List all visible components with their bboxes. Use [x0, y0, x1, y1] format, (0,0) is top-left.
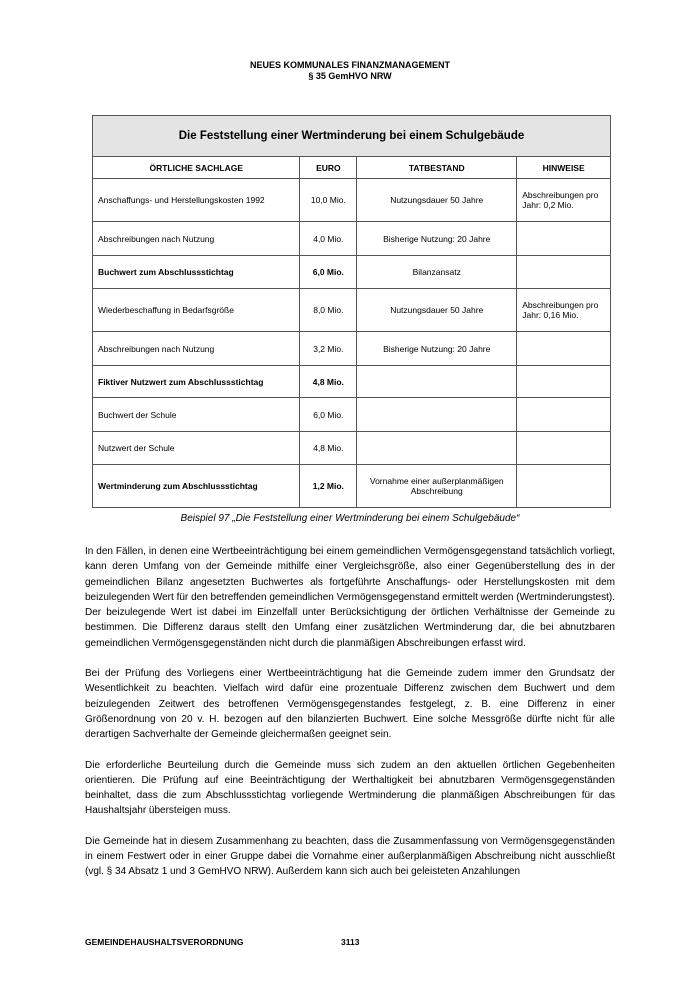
table-row	[93, 465, 611, 508]
cell-hinweis	[517, 222, 611, 256]
cell-euro: 3,2 Mio.	[300, 332, 357, 366]
cell-tatbestand: Nutzungsdauer 50 Jahre	[357, 179, 517, 222]
cell-tatbestand: Bilanzansatz	[357, 256, 517, 289]
table-row	[93, 366, 611, 398]
body-text	[85, 544, 615, 895]
cell-euro: 6,0 Mio.	[300, 256, 357, 289]
cell-sachlage: Buchwert zum Abschlussstichtag	[93, 256, 300, 289]
table-caption: Beispiel 97 „Die Feststellung einer Wertminderung bei einem Schulgebäude“	[180, 513, 520, 524]
cell-euro: 10,0 Mio.	[300, 179, 357, 222]
cell-sachlage: Wertminderung zum Abschlussstichtag	[93, 465, 300, 508]
table-title: Die Feststellung einer Wertminderung bei einem Schulgebäude	[93, 116, 611, 157]
cell-hinweis	[517, 465, 611, 508]
cell-sachlage: Wiederbeschaffung in Bedarfsgröße	[93, 289, 300, 332]
page-number: 3113	[341, 937, 360, 947]
paragraph: Bei der Prüfung des Vorliegens einer Wertbeeinträchtigung hat die Gemeinde zudem immer den Grundsatz der Wesentlichkeit zu beachten. Vielfach wird dafür eine prozentuale Differenz zwischen dem Buchwert und dem beizulegenden Zeitwert des betroffenen Vermögensgegenstandes festgelegt, z. B. eine Differenz in einer Größenordnung von 20 v. H. bezogen auf den bilanzierten Buchwert. Eine solche Messgröße dürfte nicht für alle derartigen Sachverhalte der Gemeinde gleichermaßen geeignet sein.	[85, 668, 615, 741]
table-header-row	[93, 157, 611, 179]
table-row	[93, 432, 611, 465]
table-row	[93, 289, 611, 332]
col-header-sachlage: ÖRTLICHE SACHLAGE	[93, 157, 300, 179]
cell-tatbestand: Nutzungsdauer 50 Jahre	[357, 289, 517, 332]
header-title: NEUES KOMMUNALES FINANZMANAGEMENT	[250, 60, 450, 70]
cell-tatbestand: Bisherige Nutzung: 20 Jahre	[357, 222, 517, 256]
col-header-euro: EURO	[300, 157, 357, 179]
paragraph: In den Fällen, in denen eine Wertbeeinträchtigung bei einem gemeindlichen Vermögensgegenstand tatsächlich vorliegt, kann deren Umfang von der Gemeinde mithilfe einer Vergleichsgröße, also einer Gegenüberstellung des in der gemeindlichen Bilanz angesetzten Buchwertes als fortgeführte Anschaffungs- oder Herstellungskosten mit dem beizulegenden Wert für den betreffenden gemeindlichen Vermögensgegenstand ermittelt werden (Wertminderungstest). Der beizulegende Wert ist dabei im Einzelfall unter Berücksichtigung der örtlichen Verhältnisse der Gemeinde zu bestimmen. Die Differenz daraus stellt den Umfang einer zusätzlichen Wertminderung dar, die bei abnutzbaren gemeindlichen Vermögensgegenständen nicht durch die planmäßigen Abschreibungen erfasst wird.	[85, 546, 615, 649]
header-subtitle: § 35 GemHVO NRW	[308, 71, 392, 81]
wertminderung-table	[92, 115, 611, 508]
cell-tatbestand	[357, 432, 517, 465]
cell-euro: 4,0 Mio.	[300, 222, 357, 256]
cell-hinweis: Abschreibungen pro Jahr: 0,16 Mio.	[517, 289, 611, 332]
cell-hinweis	[517, 366, 611, 398]
table-row	[93, 222, 611, 256]
col-header-hinweise: HINWEISE	[517, 157, 611, 179]
cell-euro: 8,0 Mio.	[300, 289, 357, 332]
cell-euro: 4,8 Mio.	[300, 366, 357, 398]
cell-euro: 4,8 Mio.	[300, 432, 357, 465]
cell-hinweis	[517, 256, 611, 289]
footer-title: GEMEINDEHAUSHALTSVERORDNUNG	[85, 937, 244, 947]
paragraph: Die erforderliche Beurteilung durch die Gemeinde muss sich zudem an den aktuellen örtlichen Gegebenheiten orientieren. Die Prüfung auf eine Beeinträchtigung der Werthaltigkeit bei abnutzbaren Vermögensgegenständen beinhaltet, dass die zum Abschlussstichtag vorliegende Wertminderung die planmäßigen Abschreibungen für das Haushaltsjahr übersteigen muss.	[85, 759, 615, 817]
cell-hinweis: Abschreibungen pro Jahr: 0,2 Mio.	[517, 179, 611, 222]
cell-hinweis	[517, 398, 611, 432]
table-row	[93, 256, 611, 289]
cell-hinweis	[517, 432, 611, 465]
table-row	[93, 332, 611, 366]
cell-sachlage: Anschaffungs- und Herstellungskosten 1992	[93, 179, 300, 222]
cell-sachlage: Abschreibungen nach Nutzung	[93, 222, 300, 256]
cell-tatbestand: Vornahme einer außerplanmäßigen Abschreibung	[357, 465, 517, 508]
cell-hinweis	[517, 332, 611, 366]
cell-sachlage: Nutzwert der Schule	[93, 432, 300, 465]
cell-euro: 1,2 Mio.	[300, 465, 357, 508]
cell-tatbestand: Bisherige Nutzung: 20 Jahre	[357, 332, 517, 366]
paragraph: Die Gemeinde hat in diesem Zusammenhang zu beachten, dass die Zusammenfassung von Vermögensgegenständen in einem Festwert oder in einer Gruppe dabei die Vornahme einer außerplanmäßigen Abschreibung nicht ausschließt (vgl. § 34 Absatz 1 und 3 GemHVO NRW). Außerdem kann sich auch bei geleisteten Anzahlungen	[85, 835, 615, 878]
cell-euro: 6,0 Mio.	[300, 398, 357, 432]
cell-tatbestand	[357, 366, 517, 398]
col-header-tatbestand: TATBESTAND	[357, 157, 517, 179]
cell-tatbestand	[357, 398, 517, 432]
table-row	[93, 179, 611, 222]
cell-sachlage: Fiktiver Nutzwert zum Abschlussstichtag	[93, 366, 300, 398]
page-header	[0, 60, 700, 82]
cell-sachlage: Buchwert der Schule	[93, 398, 300, 432]
cell-sachlage: Abschreibungen nach Nutzung	[93, 332, 300, 366]
table-row	[93, 398, 611, 432]
